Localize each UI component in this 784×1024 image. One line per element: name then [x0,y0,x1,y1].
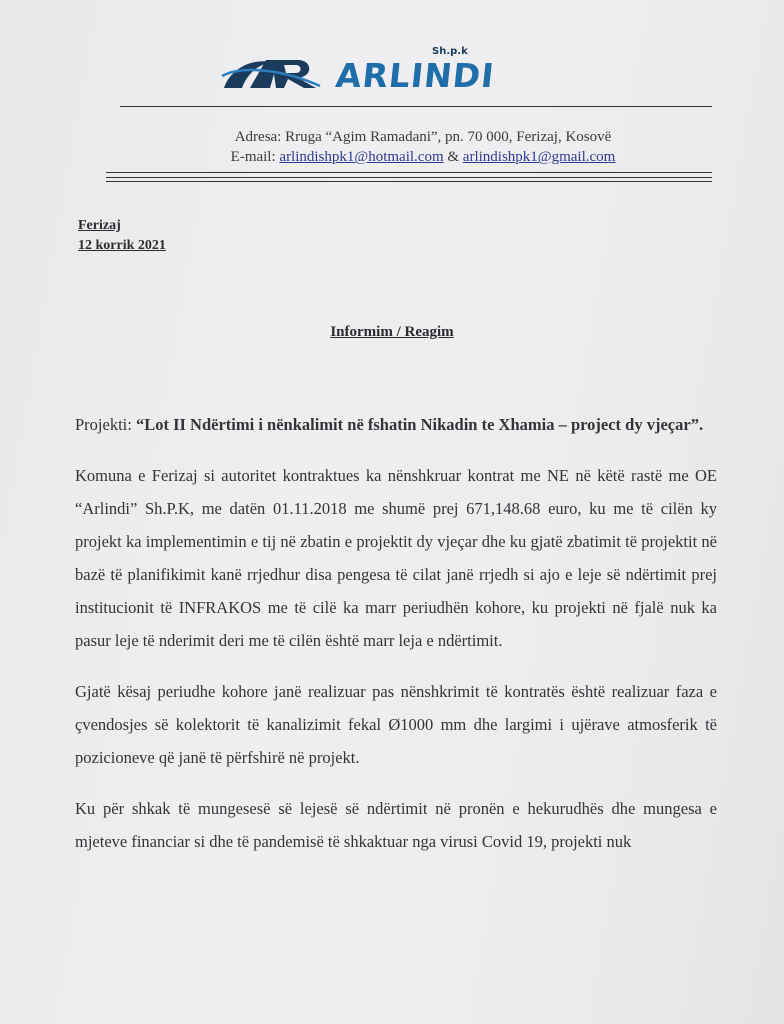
letter-heading: Informim / Reagim [330,324,454,340]
header-divider [120,106,712,107]
ar-monogram-icon [220,48,332,94]
email-link-hotmail[interactable]: arlindishpk1@hotmail.com [279,149,444,165]
body-paragraph-1: Komuna e Ferizaj si autoritet kontraktues ka nënshkruar kontrat me NE në këtë rastë me OE “Arlindi” Sh.P.K, me datën 01.11.2018 me shumë prej 671,148.68 euro, ku me të cilën ky projekt ka implementimin e tij në zbatin e projektit dy vjeçar dhe ku gjatë zbatimit të projektit në bazë të planifikimit kanë rrjedhur disa pengesa të cilat janë rrjedh si ajo e leje së ndërtimit prej institucionit të INFRAKOS me të cilë ka marr periudhën kohore, ku projekti në fjalë nuk ka pasur leje të nderimit deri me të cilën është marr leja e ndërtimit. [75,466,717,650]
project-paragraph [75,408,717,441]
project-title: “Lot II Ndërtimi i nënkalimit në fshatin Nikadin te Xhamia – project dy vjeçar”. [135,415,704,434]
email-line [120,147,726,167]
email-prefix: E-mail: [230,149,276,165]
company-name: ARLINDI [333,56,497,95]
body-paragraph-3: Ku për shkak të mungesesë së lejesë së ndërtimit në pronën e hekurudhës dhe mungesa e mjeteve financiar si dhe të pandemisë të shkaktuar nga virusi Covid 19, projekti nuk [75,799,717,851]
letter-body [75,408,717,876]
body-paragraph-2: Gjatë kësaj periudhe kohore janë realizuar pas nënshkrimit të kontratës është realizuar faza e çvendosjes së kolektorit të kanalizimit fekal Ø1000 mm dhe largimi i ujërave atmosferik të pozicioneve që janë të përfshirë në projekt. [75,682,717,767]
letter-date: 12 korrik 2021 [78,238,166,253]
company-address: Adresa: Rruga “Agim Ramadani”, pn. 70 000, Ferizaj, Kosovë [234,129,612,145]
letter-place: Ferizaj [78,218,121,233]
header-divider-lower [106,181,712,182]
header-double-divider [106,172,712,178]
email-link-gmail[interactable]: arlindishpk1@gmail.com [462,149,616,165]
company-suffix: Sh.p.k [432,46,468,57]
email-separator: & [447,149,460,165]
project-label: Projekti: [75,415,132,434]
company-logo [220,48,580,96]
